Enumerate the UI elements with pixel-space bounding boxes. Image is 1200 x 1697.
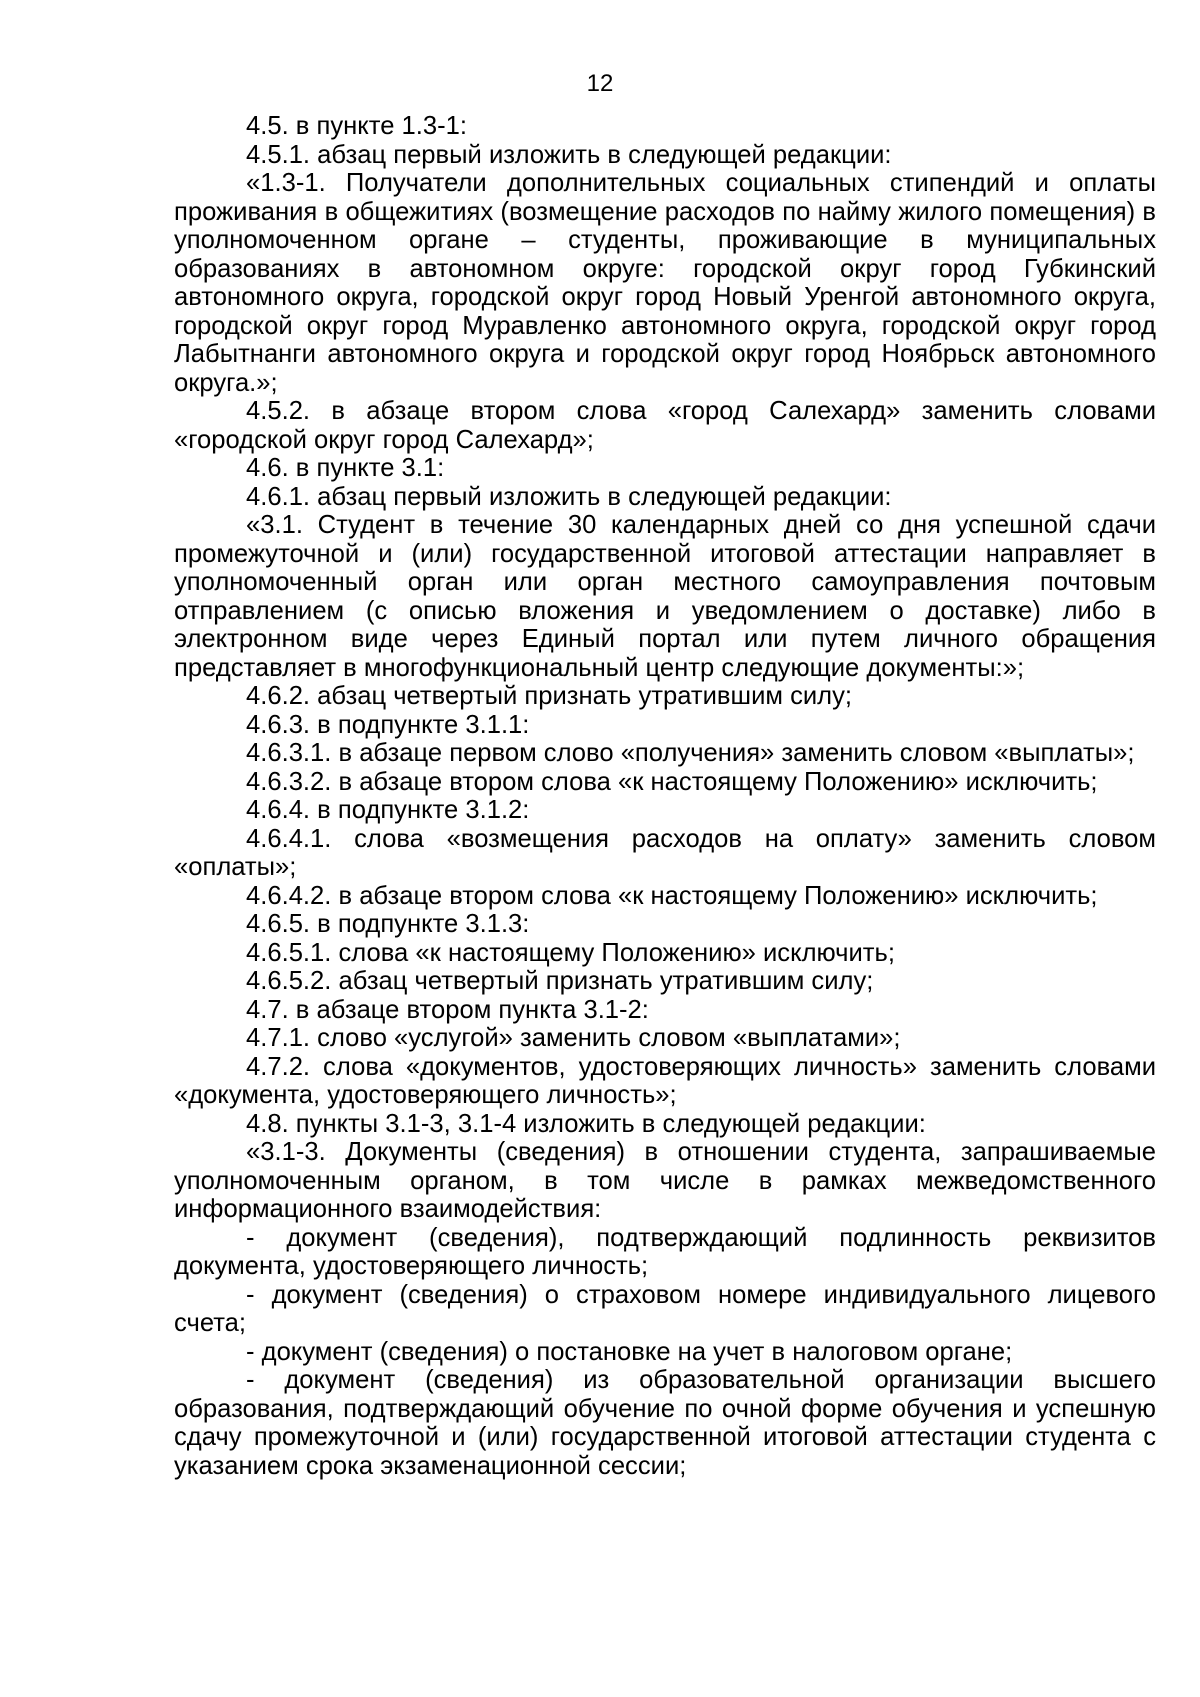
paragraph: 4.7.2. слова «документов, удостоверяющих личность» заменить словами «документа, удостоверяющего личность»; — [174, 1052, 1156, 1109]
paragraph: 4.6.2. абзац четвертый признать утратившим силу; — [246, 682, 853, 710]
paragraph: - документ (сведения) о страховом номере индивидуального лицевого счета; — [174, 1280, 1156, 1337]
paragraph: 4.5. в пункте 1.3-1: — [246, 112, 468, 140]
paragraph: 4.5.2. в абзаце втором слова «город Салехард» заменить словами «городской округ город Салехард»; — [174, 397, 1156, 454]
paragraph: 4.6.4. в подпункте 3.1.2: — [246, 796, 530, 824]
paragraph: 4.6.3.1. в абзаце первом слово «получения» заменить словом «выплаты»; — [246, 739, 1135, 767]
paragraph: 4.6.5.2. абзац четвертый признать утратившим силу; — [246, 967, 874, 995]
page-number: 12 — [586, 70, 614, 97]
paragraph: 4.6. в пункте 3.1: — [246, 454, 445, 482]
paragraph: 4.6.4.2. в абзаце втором слова «к настоящему Положению» исключить; — [246, 881, 1098, 910]
paragraph: 4.6.1. абзац первый изложить в следующей редакции: — [246, 482, 892, 511]
paragraph: 4.5.1. абзац первый изложить в следующей редакции: — [246, 140, 892, 169]
paragraph: 4.7.1. слово «услугой» заменить словом «выплатами»; — [246, 1024, 901, 1052]
paragraph: 4.8. пункты 3.1-3, 3.1-4 изложить в следующей редакции: — [246, 1109, 926, 1138]
paragraph: - документ (сведения), подтверждающий подлинность реквизитов документа, удостоверяющего личность; — [174, 1223, 1156, 1280]
paragraph: 4.6.3. в подпункте 3.1.1: — [246, 710, 530, 739]
paragraph: 4.6.4.1. слова «возмещения расходов на оплату» заменить словом «оплаты»; — [174, 824, 1156, 881]
document-body — [174, 112, 1156, 1480]
paragraph: «3.1-3. Документы (сведения) в отношении студента, запрашиваемые уполномоченным органом, в том числе в рамках межведомственного информационного взаимодействия: — [174, 1138, 1156, 1223]
paragraph: «1.3-1. Получатели дополнительных социальных стипендий и оплаты проживания в общежитиях (возмещение расходов по найму жилого помещения) в уполномоченном органе – студенты, проживающие в муниципальных образованиях в автономном округе: городской округ город Губкинский автономного округа, городской округ город Новый Уренгой автономного округа, городской округ город Муравленко автономного округа, городской округ город Лабытнанги автономного округа и городской округ город Ноябрьск автономного округа.»; — [174, 169, 1156, 397]
paragraph: - документ (сведения) о постановке на учет в налоговом органе; — [246, 1337, 1013, 1366]
paragraph: 4.6.3.2. в абзаце втором слова «к настоящему Положению» исключить; — [246, 767, 1098, 796]
paragraph: 4.6.5. в подпункте 3.1.3: — [246, 910, 530, 938]
paragraph: «3.1. Студент в течение 30 календарных дней со дня успешной сдачи промежуточной и (или) государственной итоговой аттестации направляет в уполномоченный орган или орган местного самоуправления почтовым отправлением (с описью вложения и уведомлением о доставке) либо в электронном виде через Единый портал или путем личного обращения представляет в многофункциональный центр следующие документы:»; — [174, 511, 1156, 682]
paragraph: 4.6.5.1. слова «к настоящему Положению» исключить; — [246, 938, 895, 967]
paragraph: 4.7. в абзаце втором пункта 3.1-2: — [246, 995, 649, 1024]
paragraph: - документ (сведения) из образовательной организации высшего образования, подтверждающий обучение по очной форме обучения и успешную сдачу промежуточной и (или) государственной итоговой аттестации студента с указанием срока экзаменационной сессии; — [174, 1366, 1156, 1480]
